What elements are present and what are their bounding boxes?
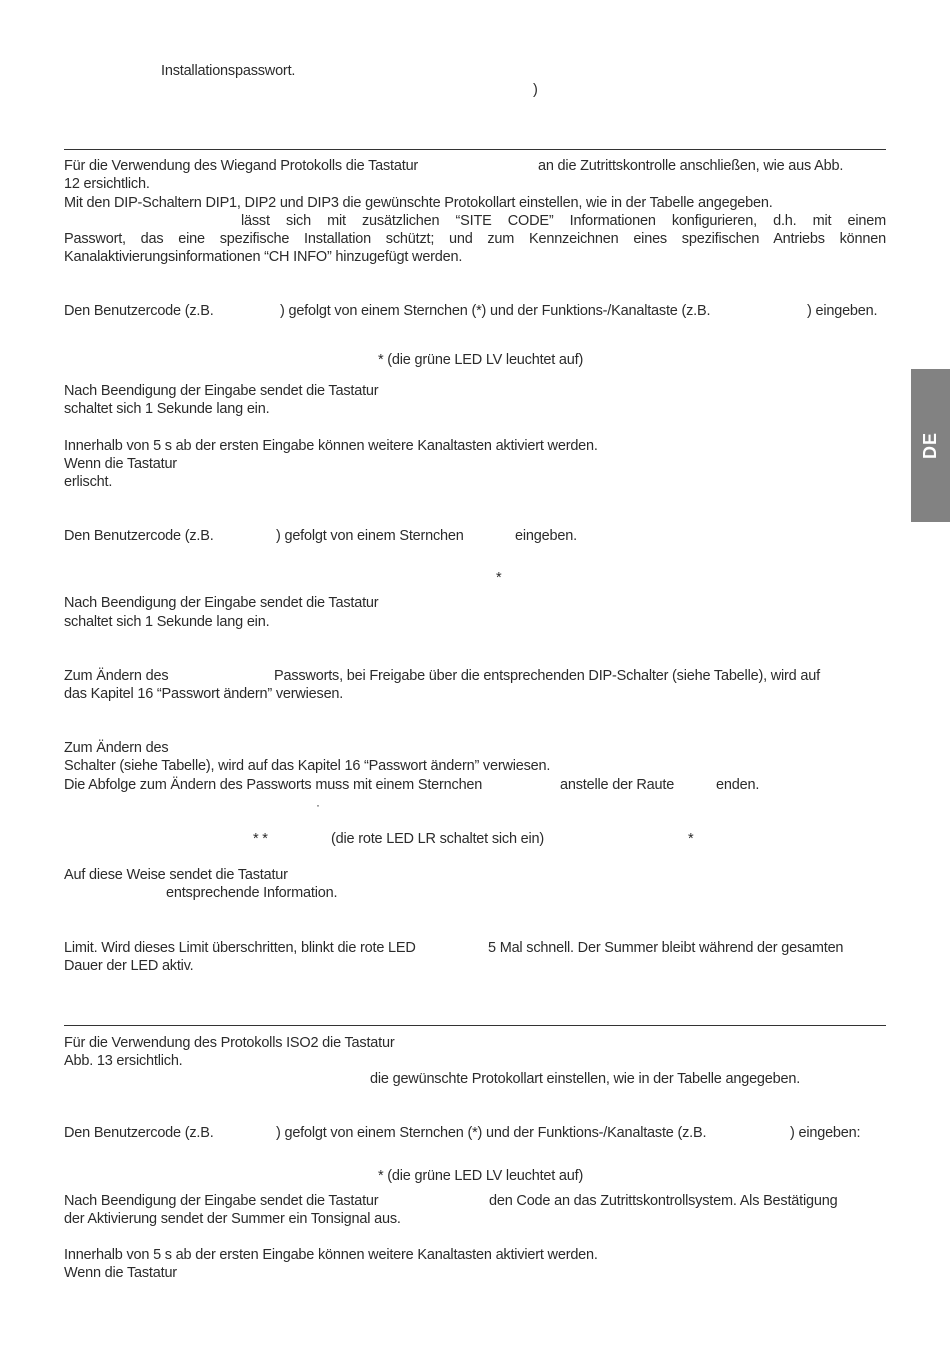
wiegand-intro-6: Kanalaktivierungsinformationen “CH INFO” hinzugefügt werden.: [64, 249, 463, 265]
wiegand-intro-1b: an die Zutrittskontrolle anschließen, wie aus Abb.: [538, 158, 844, 174]
top-line-1: Installationspasswort.: [161, 63, 296, 79]
wiegand-dot: ·: [316, 798, 320, 812]
wiegand-within-1: Innerhalb von 5 s ab der ersten Eingabe können weitere Kanaltasten aktiviert werden.: [64, 438, 598, 454]
wiegand-code-b1: Den Benutzercode (z.B.: [64, 528, 214, 544]
wiegand-after-1: Nach Beendigung der Eingabe sendet die Tastatur: [64, 383, 379, 399]
wiegand-after-b2: schaltet sich 1 Sekunde lang ein.: [64, 614, 270, 630]
wiegand-limit-1a: Limit. Wird dieses Limit überschritten, blinkt die rote LED: [64, 940, 416, 956]
wiegand-code-a3: ) eingeben.: [807, 303, 878, 319]
language-tab: [911, 369, 950, 522]
iso2-within-1: Innerhalb von 5 s ab der ersten Eingabe können weitere Kanaltasten aktiviert werden.: [64, 1247, 598, 1263]
iso2-code-1: Den Benutzercode (z.B.: [64, 1125, 214, 1141]
wiegand-change-2b: Schalter (siehe Tabelle), wird auf das Kapitel 16 “Passwort ändern” verwiesen.: [64, 758, 551, 774]
top-line-2: ): [533, 82, 538, 98]
wiegand-intro-2: 12 ersichtlich.: [64, 176, 150, 192]
section-divider-wiegand: [64, 149, 886, 150]
wiegand-intro-4: lässt sich mit zusätzlichen “SITE CODE” Informationen konfigurieren, d.h. mit einem: [241, 213, 886, 229]
iso2-intro-2: Abb. 13 ersichtlich.: [64, 1053, 183, 1069]
iso2-led-green: * (die grüne LED LV leuchtet auf): [378, 1168, 584, 1184]
wiegand-change-1a: Zum Ändern des: [64, 668, 169, 684]
iso2-code-2: ) gefolgt von einem Sternchen (*) und der Funktions-/Kanaltaste (z.B.: [276, 1125, 707, 1141]
wiegand-stars-2: * *: [253, 831, 268, 847]
wiegand-code-a2: ) gefolgt von einem Sternchen (*) und der Funktions-/Kanaltaste (z.B.: [280, 303, 711, 319]
section-divider-iso2: [64, 1025, 886, 1026]
wiegand-code-a1: Den Benutzercode (z.B.: [64, 303, 214, 319]
wiegand-change-1c: das Kapitel 16 “Passwort ändern” verwiesen.: [64, 686, 344, 702]
language-tab-label: DE: [919, 431, 940, 460]
wiegand-within-3: erlischt.: [64, 474, 113, 490]
wiegand-star-2: *: [688, 831, 694, 847]
wiegand-after-b1: Nach Beendigung der Eingabe sendet die Tastatur: [64, 595, 379, 611]
wiegand-intro-3: Mit den DIP-Schaltern DIP1, DIP2 und DIP3 die gewünschte Protokollart einstellen, wie in der Tabelle angegeben.: [64, 195, 773, 211]
wiegand-star-1: *: [496, 570, 502, 586]
wiegand-limit-1b: 5 Mal schnell. Der Summer bleibt während der gesamten: [488, 940, 844, 956]
iso2-intro-3: die gewünschte Protokollart einstellen, wie in der Tabelle angegeben.: [370, 1071, 801, 1087]
wiegand-after-2: schaltet sich 1 Sekunde lang ein.: [64, 401, 270, 417]
iso2-within-2: Wenn die Tastatur: [64, 1265, 177, 1281]
wiegand-intro-1a: Für die Verwendung des Wiegand Protokolls die Tastatur: [64, 158, 419, 174]
wiegand-code-b2: ) gefolgt von einem Sternchen: [276, 528, 464, 544]
wiegand-led-green: * (die grüne LED LV leuchtet auf): [378, 352, 584, 368]
wiegand-change-2a: Zum Ändern des: [64, 740, 169, 756]
wiegand-within-2: Wenn die Tastatur: [64, 456, 177, 472]
wiegand-thus-2: entsprechende Information.: [166, 885, 338, 901]
wiegand-intro-5: Passwort, das eine spezifische Installation schützt; und zum Kennzeichnen eines spezifischen Antriebs können: [64, 231, 886, 247]
wiegand-change-2e: enden.: [716, 777, 760, 793]
wiegand-change-2d: anstelle der Raute: [560, 777, 675, 793]
iso2-code-3: ) eingeben:: [790, 1125, 861, 1141]
iso2-after-1a: Nach Beendigung der Eingabe sendet die Tastatur: [64, 1193, 379, 1209]
iso2-after-1b: den Code an das Zutrittskontrollsystem. Als Bestätigung: [489, 1193, 838, 1209]
iso2-intro-1: Für die Verwendung des Protokolls ISO2 die Tastatur: [64, 1035, 395, 1051]
wiegand-led-red: (die rote LED LR schaltet sich ein): [331, 831, 545, 847]
wiegand-limit-2: Dauer der LED aktiv.: [64, 958, 194, 974]
wiegand-code-b3: eingeben.: [515, 528, 577, 544]
iso2-after-2: der Aktivierung sendet der Summer ein Tonsignal aus.: [64, 1211, 401, 1227]
wiegand-change-2c: Die Abfolge zum Ändern des Passworts muss mit einem Sternchen: [64, 777, 483, 793]
wiegand-change-1b: Passworts, bei Freigabe über die entsprechenden DIP-Schalter (siehe Tabelle), wird auf: [274, 668, 820, 684]
wiegand-thus-1: Auf diese Weise sendet die Tastatur: [64, 867, 288, 883]
